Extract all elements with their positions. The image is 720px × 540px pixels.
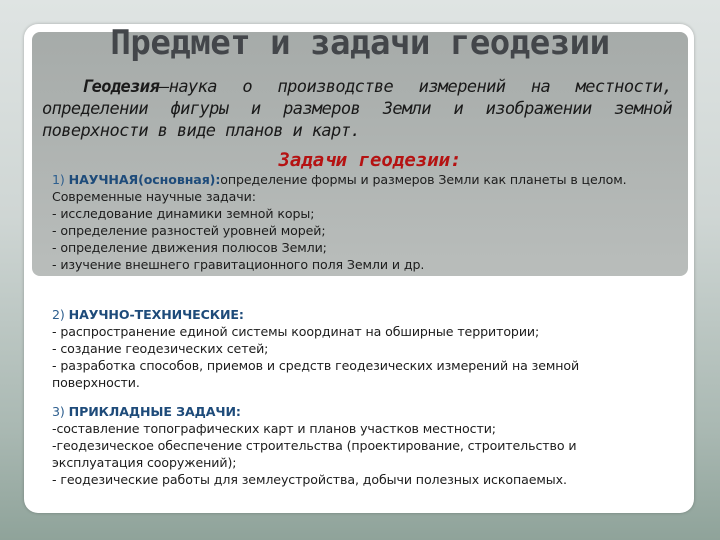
task-applied [52,403,652,488]
task-line: - изучение внешнего гравитационного поля Земли и др. [52,257,425,272]
task-intro-line [52,172,627,187]
task-line: - разработка способов, приемов и средств геодезических измерений на земной поверхности. [52,358,580,390]
definition-text: —наука о производстве измерений на местности, определении фигуры и размеров Земли и изображении земной поверхности в виде планов и карт. [42,77,672,141]
task-number: 1) [52,172,65,187]
tasks-heading: Задачи геодезии: [278,149,462,171]
task-line: - геодезические работы для землеустройства, добычи полезных ископаемых. [52,472,567,487]
task-number: 3) [52,404,65,419]
task-intro: определение формы и размеров Земли как планеты в целом. [220,172,627,187]
task-header [52,403,652,420]
task-line: - определение разностей уровней морей; [52,223,326,238]
slide-title: Предмет и задачи геодезии [110,23,610,63]
task-header [52,306,652,323]
task-name: НАУЧНО-ТЕХНИЧЕСКИЕ: [68,307,244,322]
task-line: -составление топографических карт и планов участков местности; [52,421,496,436]
task-name: ПРИКЛАДНЫЕ ЗАДАЧИ: [68,404,241,419]
task-line: Современные научные задачи: [52,189,256,204]
task-number: 2) [52,307,65,322]
task-line: - создание геодезических сетей; [52,341,269,356]
task-scientific [52,171,654,273]
task-line: - распространение единой системы координат на обширные территории; [52,324,540,339]
task-scientific-technical [52,306,652,391]
task-line: - определение движения полюсов Земли; [52,240,327,255]
task-name: НАУЧНАЯ(основная): [68,172,221,187]
task-line: - исследование динамики земной коры; [52,206,315,221]
task-line: -геодезическое обеспечение строительства (проектирование, строительство и эксплуатация сооружений); [52,438,577,470]
definition-term: Геодезия [82,77,160,97]
definition-paragraph [42,76,672,142]
